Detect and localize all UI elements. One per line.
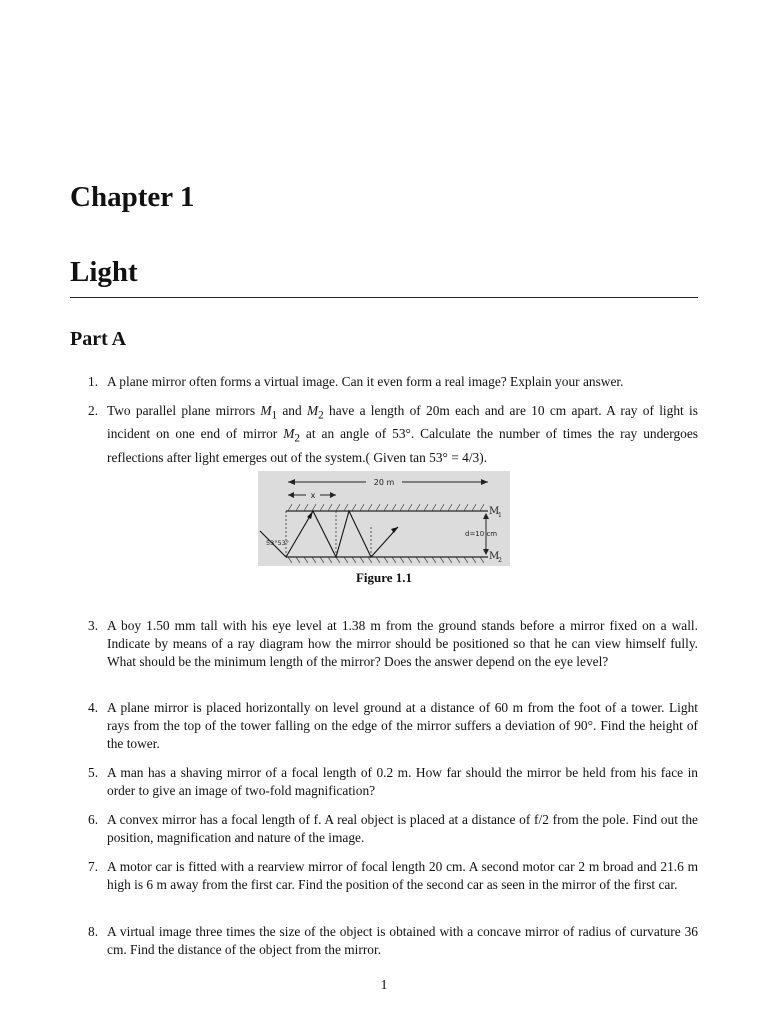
mirror-subscript: 2 bbox=[318, 409, 324, 422]
question-3 bbox=[88, 617, 698, 670]
mirror-diagram-svg bbox=[258, 471, 510, 566]
figure-mirror-diagram bbox=[258, 471, 510, 566]
question-number: 6. bbox=[88, 812, 99, 827]
question-number: 3. bbox=[88, 618, 99, 633]
question-text: A convex mirror has a focal length of f. A real object is placed at a distance of f/2 from the pole. Find out the position, magnification and nature of the image. bbox=[107, 812, 698, 845]
x-label: x bbox=[310, 491, 316, 500]
mirror-m1-subscript: 1 bbox=[498, 512, 502, 519]
mirror-m2-subscript: 2 bbox=[498, 557, 502, 564]
question-number: 2. bbox=[88, 403, 99, 418]
mirror-m1-label: M bbox=[489, 506, 500, 517]
arrow-head-icon bbox=[330, 492, 336, 498]
title-rule bbox=[70, 297, 698, 298]
question-number: 8. bbox=[88, 924, 99, 939]
part-heading: Part A bbox=[70, 328, 127, 350]
mirror-m1-hatching bbox=[288, 504, 484, 511]
question-text: A boy 1.50 mm tall with his eye level at 1.38 m from the ground stands before a mirror fixed on a wall. Indicate by means of a ray diagram how the mirror should be positioned so that he can view himself fully. What should be the minimum length of the mirror? Does the answer depend on the eye level? bbox=[107, 618, 698, 669]
angle-label: 53°53° bbox=[266, 539, 290, 547]
question-7 bbox=[88, 858, 698, 894]
question-4 bbox=[88, 699, 698, 752]
question-text: A virtual image three times the size of the object is obtained with a concave mirror of radius of curvature 36 cm. Find the distance of the object from the mirror. bbox=[107, 924, 698, 957]
page-number: 1 bbox=[380, 978, 388, 993]
mirror-subscript: 2 bbox=[294, 433, 300, 446]
separation-label: d=10 cm bbox=[465, 530, 498, 538]
mirror-symbol: M bbox=[260, 403, 272, 418]
question-text-part: at an angle of 53°. Calculate the number of times the ray undergoes reflections after light emerges out of the system.( Given tan 53° = 4/3). bbox=[107, 426, 698, 465]
arrow-head-icon bbox=[481, 479, 488, 485]
question-number: 7. bbox=[88, 859, 99, 874]
question-1 bbox=[88, 373, 698, 391]
figure-caption: Figure 1.1 bbox=[355, 570, 413, 585]
mirror-m2-hatching bbox=[288, 557, 484, 563]
ray-arrow-icon bbox=[391, 527, 398, 533]
chapter-heading: Chapter 1 bbox=[70, 181, 195, 213]
question-number: 4. bbox=[88, 700, 99, 715]
question-number: 5. bbox=[88, 765, 99, 780]
question-text: A man has a shaving mirror of a focal length of 0.2 m. How far should the mirror be held from his face in order to give an image of two-fold magnification? bbox=[107, 765, 698, 798]
question-text-part: have a length of 20m each and are 10 cm apart. A ray of light is incident on one end of mirror bbox=[107, 403, 698, 442]
mirror-subscript: 1 bbox=[271, 409, 278, 422]
question-8 bbox=[88, 923, 698, 959]
arrow-head-icon bbox=[288, 479, 295, 485]
question-6 bbox=[88, 811, 698, 847]
question-text-part: and bbox=[277, 403, 307, 418]
mirror-symbol: M bbox=[306, 403, 319, 418]
length-label: 20 m bbox=[373, 478, 395, 487]
question-text-part: Two parallel plane mirrors bbox=[107, 403, 261, 418]
question-text: A motor car is fitted with a rearview mirror of focal length 20 cm. A second motor car 2 m broad and 21.6 m high is 6 m away from the first car. Find the position of the second car as seen in the mirror of the first car. bbox=[107, 859, 698, 892]
question-5 bbox=[88, 764, 698, 800]
arrow-head-icon bbox=[288, 492, 294, 498]
mirror-symbol: M bbox=[283, 426, 295, 442]
question-text: A plane mirror often forms a virtual image. Can it even form a real image? Explain your answer. bbox=[107, 374, 624, 389]
ray-arrow-icon bbox=[307, 511, 313, 519]
mirror-m2-label: M bbox=[489, 551, 500, 562]
light-ray-path bbox=[260, 511, 398, 557]
question-text: A plane mirror is placed horizontally on level ground at a distance of 60 m from the foot of a tower. Light rays from the top of the tower falling on the edge of the mirror suffers a deviation of 90°. Find the height of the tower. bbox=[107, 700, 698, 751]
question-2 bbox=[88, 402, 698, 467]
question-number: 1. bbox=[88, 374, 99, 389]
chapter-title: Light bbox=[70, 256, 138, 288]
